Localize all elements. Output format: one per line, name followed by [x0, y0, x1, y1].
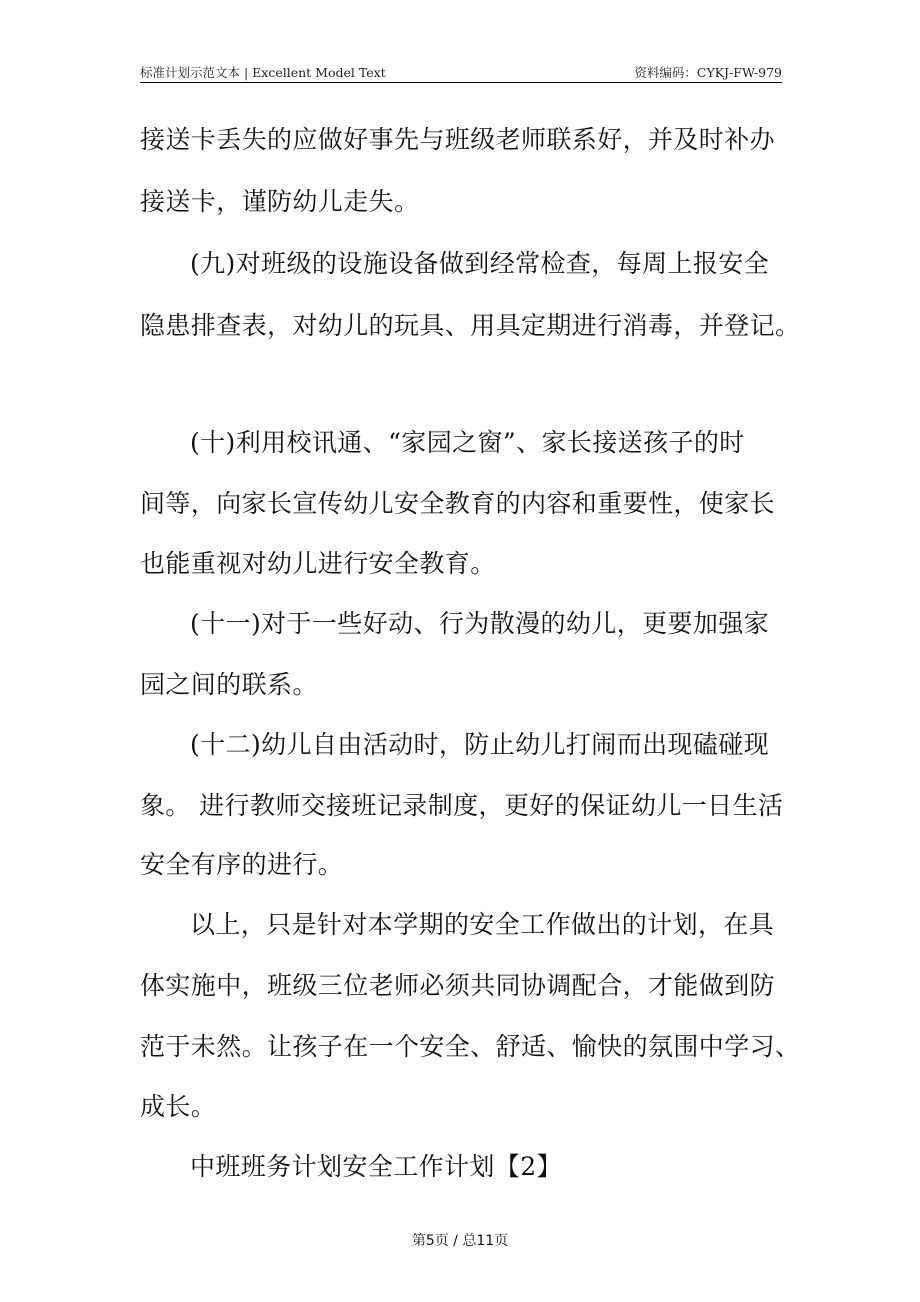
body-line: 成长。	[140, 1092, 217, 1121]
body-line: 安全有序的进行。	[140, 850, 344, 879]
body-line: 园之间的联系。	[140, 670, 318, 699]
body-line: (九)对班级的设施设备做到经常检查，每周上报安全	[190, 249, 770, 278]
body-line: 以上，只是针对本学期的安全工作做出的计划，在具	[190, 910, 775, 939]
section-heading: 中班班务计划安全工作计划【2】	[190, 1152, 562, 1181]
body-line: 接送卡，谨防幼儿走失。	[140, 187, 420, 216]
header-title: 标准计划示范文本 | Excellent Model Text	[140, 65, 386, 80]
body-line: (十二)幼儿自由活动时，防止幼儿打闹而出现磕碰现	[190, 730, 770, 759]
page-header	[140, 60, 782, 83]
body-line: 隐患排查表，对幼儿的玩具、用具定期进行消毒，并登记。	[140, 311, 801, 340]
body-line: 间等，向家长宣传幼儿安全教育的内容和重要性，使家长	[140, 489, 776, 518]
body-line: 也能重视对幼儿进行安全教育。	[140, 549, 496, 578]
body-line: (十)利用校讯通、“家园之窗”、家长接送孩子的时	[190, 428, 745, 457]
body-line: 接送卡丢失的应做好事先与班级老师联系好，并及时补办	[140, 125, 776, 154]
body-line: 范于未然。让孩子在一个安全、舒适、愉快的氛围中学习、	[140, 1032, 801, 1061]
document-code: 资料编码：CYKJ-FW-979	[634, 65, 782, 80]
body-line: (十一)对于一些好动、行为散漫的幼儿，更要加强家	[190, 609, 770, 638]
body-line: 体实施中，班级三位老师必须共同协调配合，才能做到防	[140, 971, 776, 1000]
page-number: 第5页 / 总11页	[411, 1233, 509, 1249]
body-line: 象。 进行教师交接班记录制度，更好的保证幼儿一日生活	[140, 791, 784, 820]
